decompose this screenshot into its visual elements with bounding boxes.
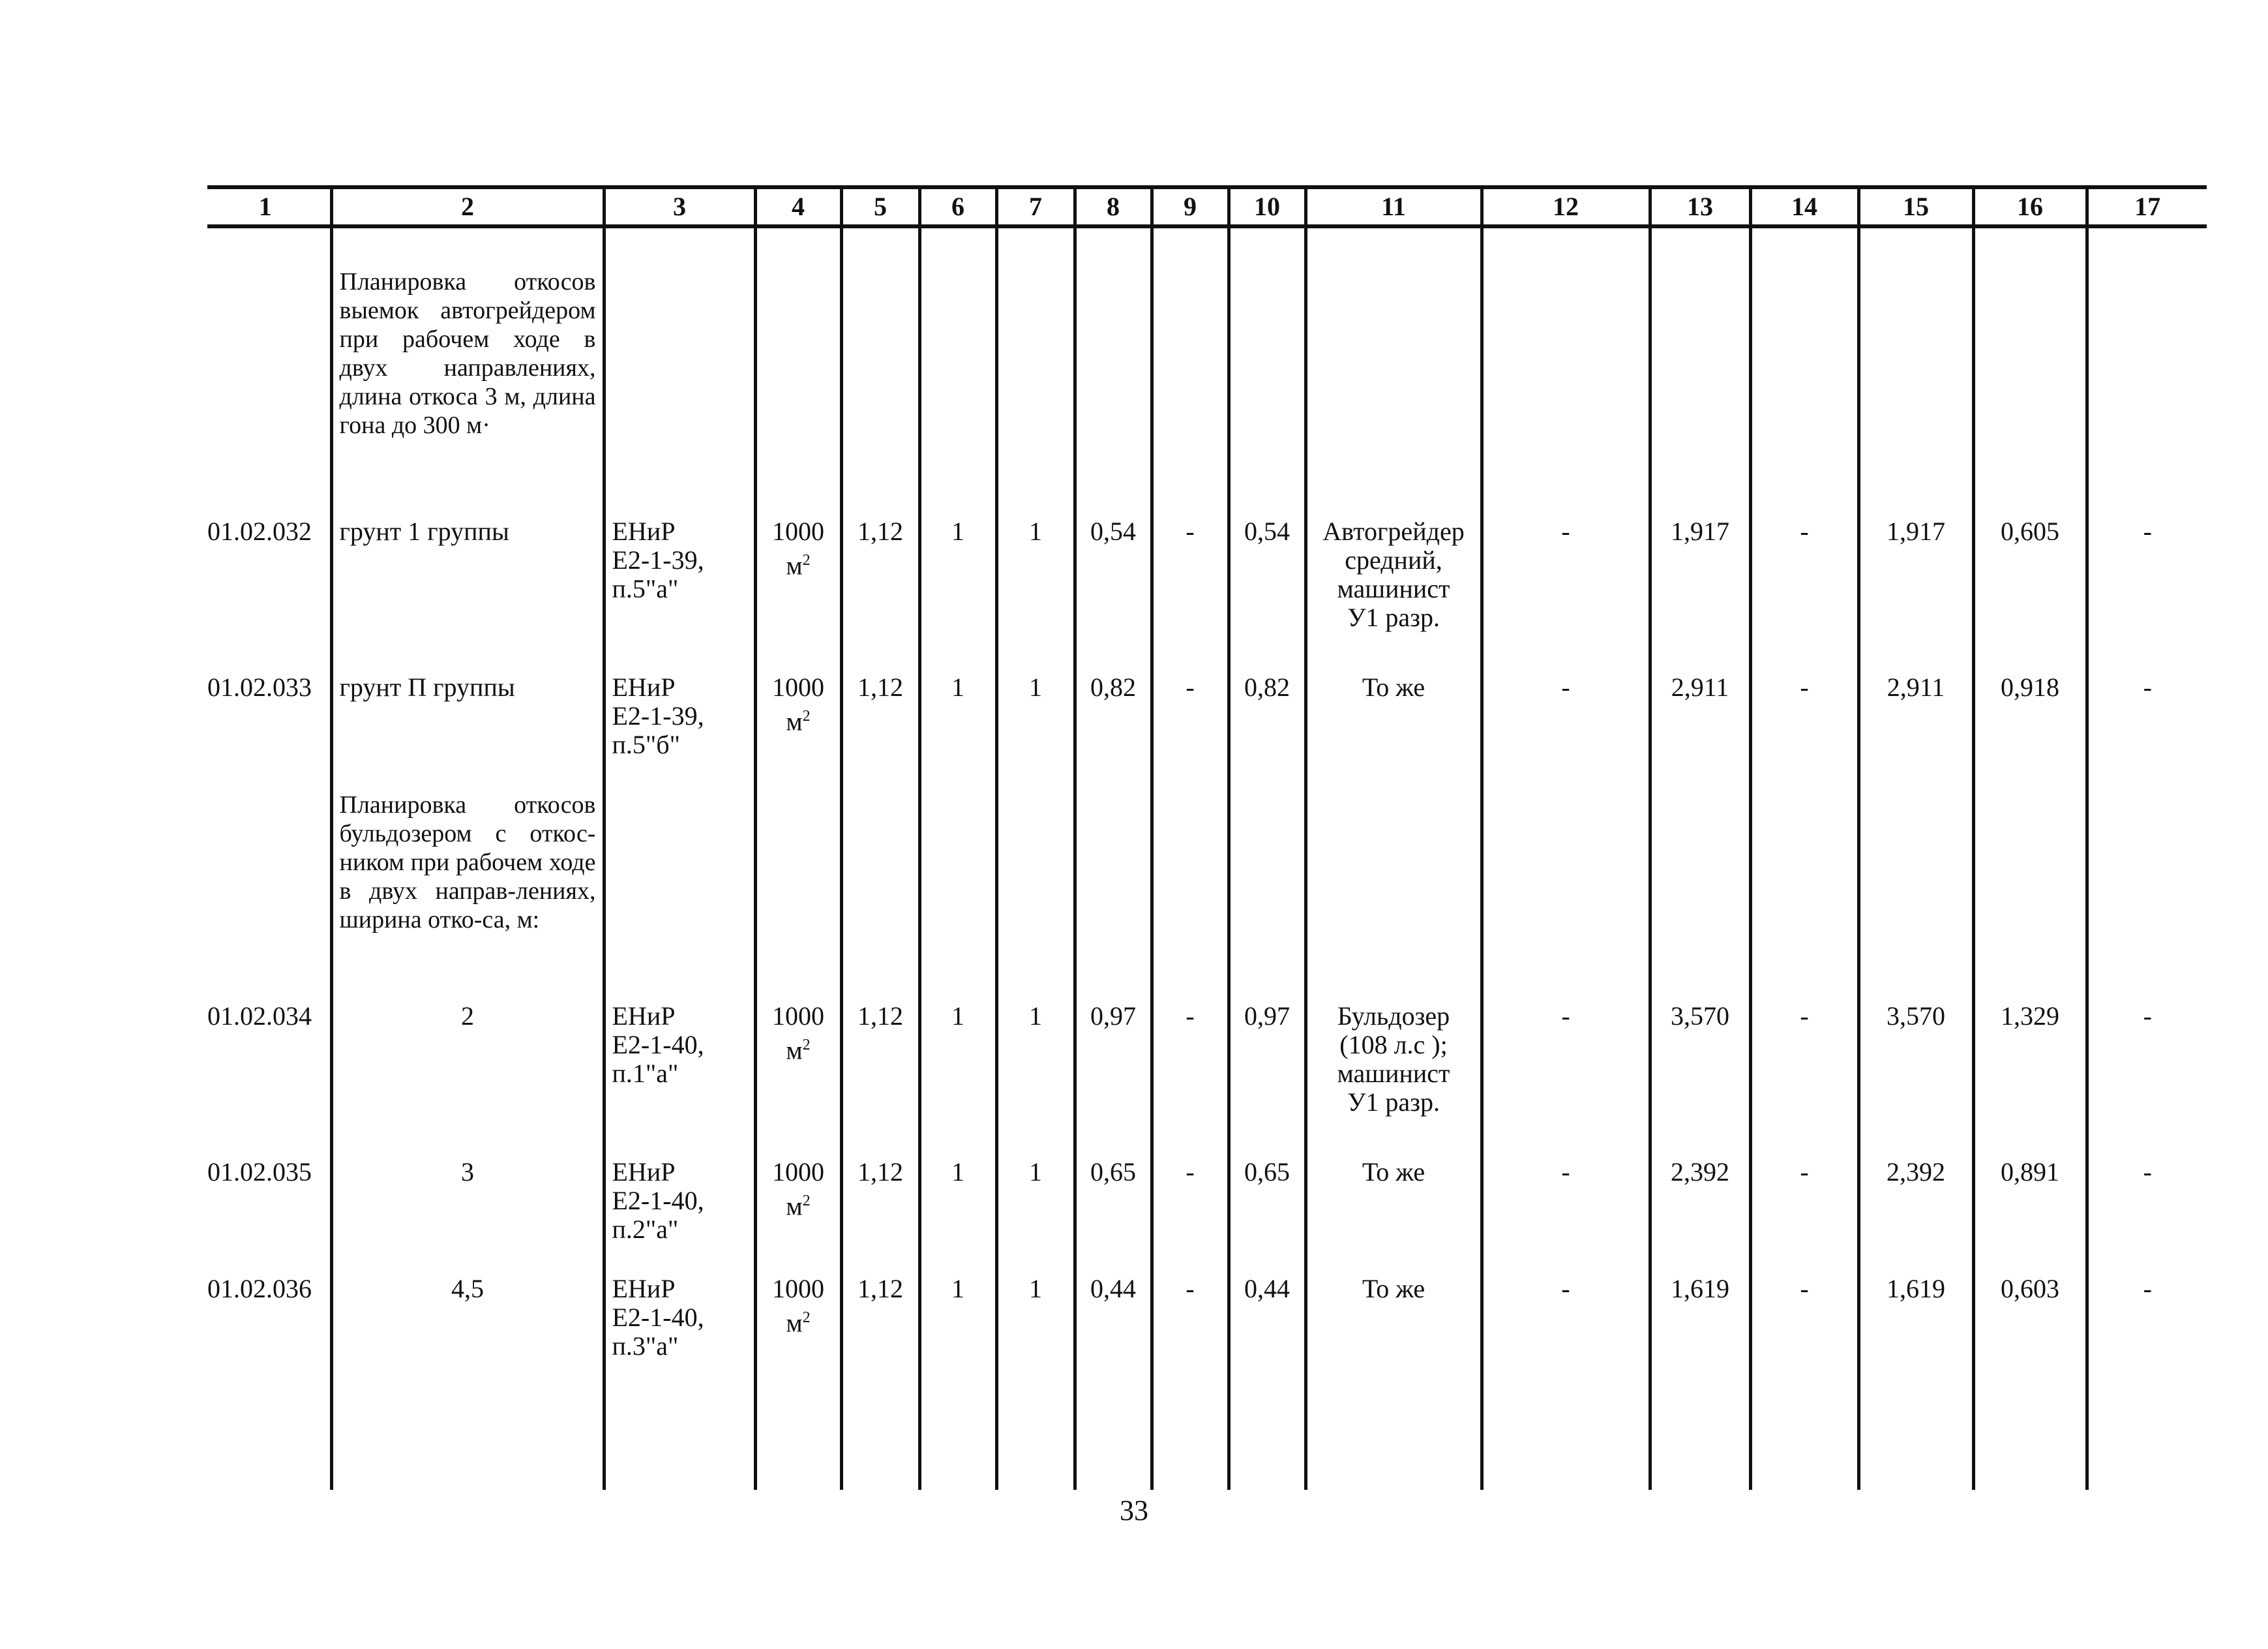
row-code: 01.02.036	[207, 1262, 331, 1379]
row-c16: 1,329	[1973, 963, 2087, 1145]
row-c7: 1	[996, 1145, 1075, 1262]
row-c8: 0,65	[1075, 1145, 1152, 1262]
row-c14: -	[1750, 660, 1858, 778]
row-name: 3	[331, 1145, 604, 1262]
section-title-grader: Планировка откосов выемок автогрейдером при рабочем ходе в двух направлениях, длина откоса 3 м, длина гона до 300 м·	[331, 226, 604, 478]
col-header-16: 16	[1973, 187, 2087, 226]
row-c9: -	[1152, 963, 1229, 1145]
row-c5: 1,12	[841, 478, 919, 660]
estimate-table	[207, 185, 2207, 1490]
table-row	[207, 1262, 2207, 1379]
row-c16: 0,891	[1973, 1145, 2087, 1262]
row-unit: 1000 $м^2$	[755, 660, 841, 778]
row-unit: 1000 $м^2$	[755, 963, 841, 1145]
row-c5: 1,12	[841, 660, 919, 778]
row-c12: -	[1482, 1262, 1650, 1379]
row-c17: -	[2087, 478, 2207, 660]
row-c7: 1	[996, 1262, 1075, 1379]
row-c17: -	[2087, 963, 2207, 1145]
row-c10: 0,82	[1229, 660, 1306, 778]
row-name: 2	[331, 963, 604, 1145]
row-c5: 1,12	[841, 963, 919, 1145]
row-c6: 1	[919, 963, 996, 1145]
table-row	[207, 963, 2207, 1145]
col-header-15: 15	[1858, 187, 1973, 226]
col-header-12: 12	[1482, 187, 1650, 226]
row-c7: 1	[996, 963, 1075, 1145]
row-c16: 0,605	[1973, 478, 2087, 660]
row-norm: ЕНиР Е2-1-40, п.2"а"	[604, 1145, 755, 1262]
row-c8: 0,97	[1075, 963, 1152, 1145]
row-c15: 2,911	[1858, 660, 1973, 778]
row-c14: -	[1750, 478, 1858, 660]
row-machine: То же	[1306, 1145, 1482, 1262]
row-c9: -	[1152, 1262, 1229, 1379]
col-header-7: 7	[996, 187, 1075, 226]
col-header-6: 6	[919, 187, 996, 226]
col-header-5: 5	[841, 187, 919, 226]
row-code: 01.02.032	[207, 478, 331, 660]
section-title-row	[207, 226, 2207, 478]
row-c17: -	[2087, 1262, 2207, 1379]
row-c15: 2,392	[1858, 1145, 1973, 1262]
row-c13: 1,917	[1650, 478, 1750, 660]
row-c15: 3,570	[1858, 963, 1973, 1145]
row-norm: ЕНиР Е2-1-40, п.3"а"	[604, 1262, 755, 1379]
header-row	[207, 187, 2207, 226]
col-header-9: 9	[1152, 187, 1229, 226]
row-c10: 0,65	[1229, 1145, 1306, 1262]
row-c14: -	[1750, 1262, 1858, 1379]
col-header-8: 8	[1075, 187, 1152, 226]
section-title-bulldozer: Планировка откосов бульдозером с откос-ником при рабочем ходе в двух направ-лениях, ширина отко-са, м:	[331, 778, 604, 963]
row-c6: 1	[919, 1262, 996, 1379]
row-code: 01.02.034	[207, 963, 331, 1145]
row-c6: 1	[919, 478, 996, 660]
table-filler-row	[207, 1379, 2207, 1490]
row-norm: ЕНиР Е2-1-39, п.5"а"	[604, 478, 755, 660]
row-c15: 1,619	[1858, 1262, 1973, 1379]
row-c8: 0,54	[1075, 478, 1152, 660]
section-title-row	[207, 778, 2207, 963]
row-c8: 0,82	[1075, 660, 1152, 778]
row-machine: Автогрейдер средний, машинист У1 разр.	[1306, 478, 1482, 660]
row-c5: 1,12	[841, 1262, 919, 1379]
row-c16: 0,918	[1973, 660, 2087, 778]
row-c13: 2,911	[1650, 660, 1750, 778]
row-c7: 1	[996, 660, 1075, 778]
row-unit: 1000 $м^2$	[755, 1262, 841, 1379]
table-row	[207, 660, 2207, 778]
row-c9: -	[1152, 660, 1229, 778]
row-c13: 3,570	[1650, 963, 1750, 1145]
row-c12: -	[1482, 478, 1650, 660]
row-c8: 0,44	[1075, 1262, 1152, 1379]
row-c7: 1	[996, 478, 1075, 660]
row-c17: -	[2087, 1145, 2207, 1262]
row-c5: 1,12	[841, 1145, 919, 1262]
page-number: 33	[1120, 1494, 1148, 1526]
row-c14: -	[1750, 963, 1858, 1145]
row-c13: 2,392	[1650, 1145, 1750, 1262]
col-header-2: 2	[331, 187, 604, 226]
col-header-13: 13	[1650, 187, 1750, 226]
col-header-10: 10	[1229, 187, 1306, 226]
row-c12: -	[1482, 660, 1650, 778]
table-row	[207, 478, 2207, 660]
row-c9: -	[1152, 1145, 1229, 1262]
row-c12: -	[1482, 963, 1650, 1145]
row-c10: 0,44	[1229, 1262, 1306, 1379]
row-machine: То же	[1306, 1262, 1482, 1379]
row-name: грунт П группы	[331, 660, 604, 778]
row-c12: -	[1482, 1145, 1650, 1262]
table-row	[207, 1145, 2207, 1262]
row-code: 01.02.033	[207, 660, 331, 778]
col-header-1: 1	[207, 187, 331, 226]
col-header-11: 11	[1306, 187, 1482, 226]
col-header-14: 14	[1750, 187, 1858, 226]
col-header-4: 4	[755, 187, 841, 226]
row-norm: ЕНиР Е2-1-39, п.5"б"	[604, 660, 755, 778]
row-c16: 0,603	[1973, 1262, 2087, 1379]
row-c17: -	[2087, 660, 2207, 778]
row-unit: 1000 $м^2$	[755, 1145, 841, 1262]
row-machine: То же	[1306, 660, 1482, 778]
row-c15: 1,917	[1858, 478, 1973, 660]
row-c10: 0,97	[1229, 963, 1306, 1145]
row-machine: Бульдозер (108 л.с ); машинист У1 разр.	[1306, 963, 1482, 1145]
row-c6: 1	[919, 1145, 996, 1262]
row-code: 01.02.035	[207, 1145, 331, 1262]
col-header-3: 3	[604, 187, 755, 226]
row-unit: 1000 $м^2$	[755, 478, 841, 660]
row-name: 4,5	[331, 1262, 604, 1379]
row-c9: -	[1152, 478, 1229, 660]
row-name: грунт 1 группы	[331, 478, 604, 660]
row-c14: -	[1750, 1145, 1858, 1262]
row-norm: ЕНиР Е2-1-40, п.1"а"	[604, 963, 755, 1145]
row-c6: 1	[919, 660, 996, 778]
row-c10: 0,54	[1229, 478, 1306, 660]
col-header-17: 17	[2087, 187, 2207, 226]
row-c13: 1,619	[1650, 1262, 1750, 1379]
